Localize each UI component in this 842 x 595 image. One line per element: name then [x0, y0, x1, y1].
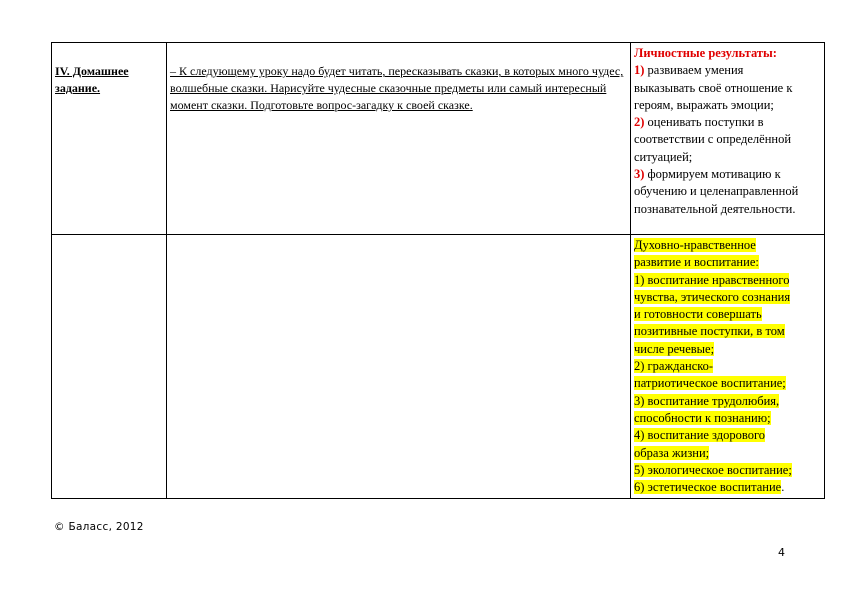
result-item-2: 2) оценивать поступки в соответствии с определённой ситуацией; [634, 115, 792, 164]
upbringing-line: Духовно-нравственное [634, 238, 756, 252]
stage-cell [52, 43, 167, 235]
upbringing-line: 5) экологическое воспитание; [634, 462, 792, 477]
page-number: 4 [778, 546, 785, 559]
upbringing-line: способности к познанию; [634, 410, 771, 425]
homework-text: – К следующему уроку надо будет читать, пересказывать сказки, в которых много чудес, волшебные сказки. Нарисуйте чудесные сказочные предметы или самый интересный момент сказки. Подготовьте вопрос-загадку к своей сказке. [170, 64, 624, 112]
task-cell [167, 43, 631, 235]
upbringing-period: . [781, 480, 785, 495]
empty-cell [167, 235, 631, 499]
upbringing-line: патриотическое воспитание; [634, 376, 786, 391]
stage-label: IV. Домашнее задание. [55, 64, 129, 95]
result-num: 3) [634, 167, 645, 182]
upbringing-cell [631, 235, 825, 499]
result-item-3: 3) формируем мотивацию к обучению и целенаправленной познавательной деятельности. [634, 167, 799, 216]
upbringing-line: 1) воспитание нравственного [634, 272, 790, 287]
lesson-table [51, 42, 825, 499]
upbringing-line: числе речевые; [634, 341, 715, 356]
results-title: Личностные результаты: [634, 46, 777, 60]
upbringing-line: 2) гражданско- [634, 359, 714, 374]
results-cell [631, 43, 825, 235]
table-row [52, 235, 825, 499]
upbringing-line: образа жизни; [634, 445, 710, 460]
upbringing-line: и готовности совершать [634, 307, 762, 322]
copyright: © Баласс, 2012 [54, 521, 144, 533]
result-item-1: 1) развиваем умения выказывать своё отношение к героям, выражать эмоции; [634, 63, 793, 112]
table-row [52, 43, 825, 235]
upbringing-line: развитие и воспитание: [634, 255, 759, 270]
empty-cell [52, 235, 167, 499]
upbringing-line: 3) воспитание трудолюбия, [634, 393, 780, 408]
upbringing-line: позитивные поступки, в том [634, 324, 785, 339]
result-num: 1) [634, 63, 645, 78]
result-num: 2) [634, 115, 645, 130]
upbringing-line: 6) эстетическое воспитание [634, 480, 782, 495]
upbringing-line: 4) воспитание здорового [634, 428, 766, 443]
upbringing-line: чувства, этического сознания [634, 289, 791, 304]
